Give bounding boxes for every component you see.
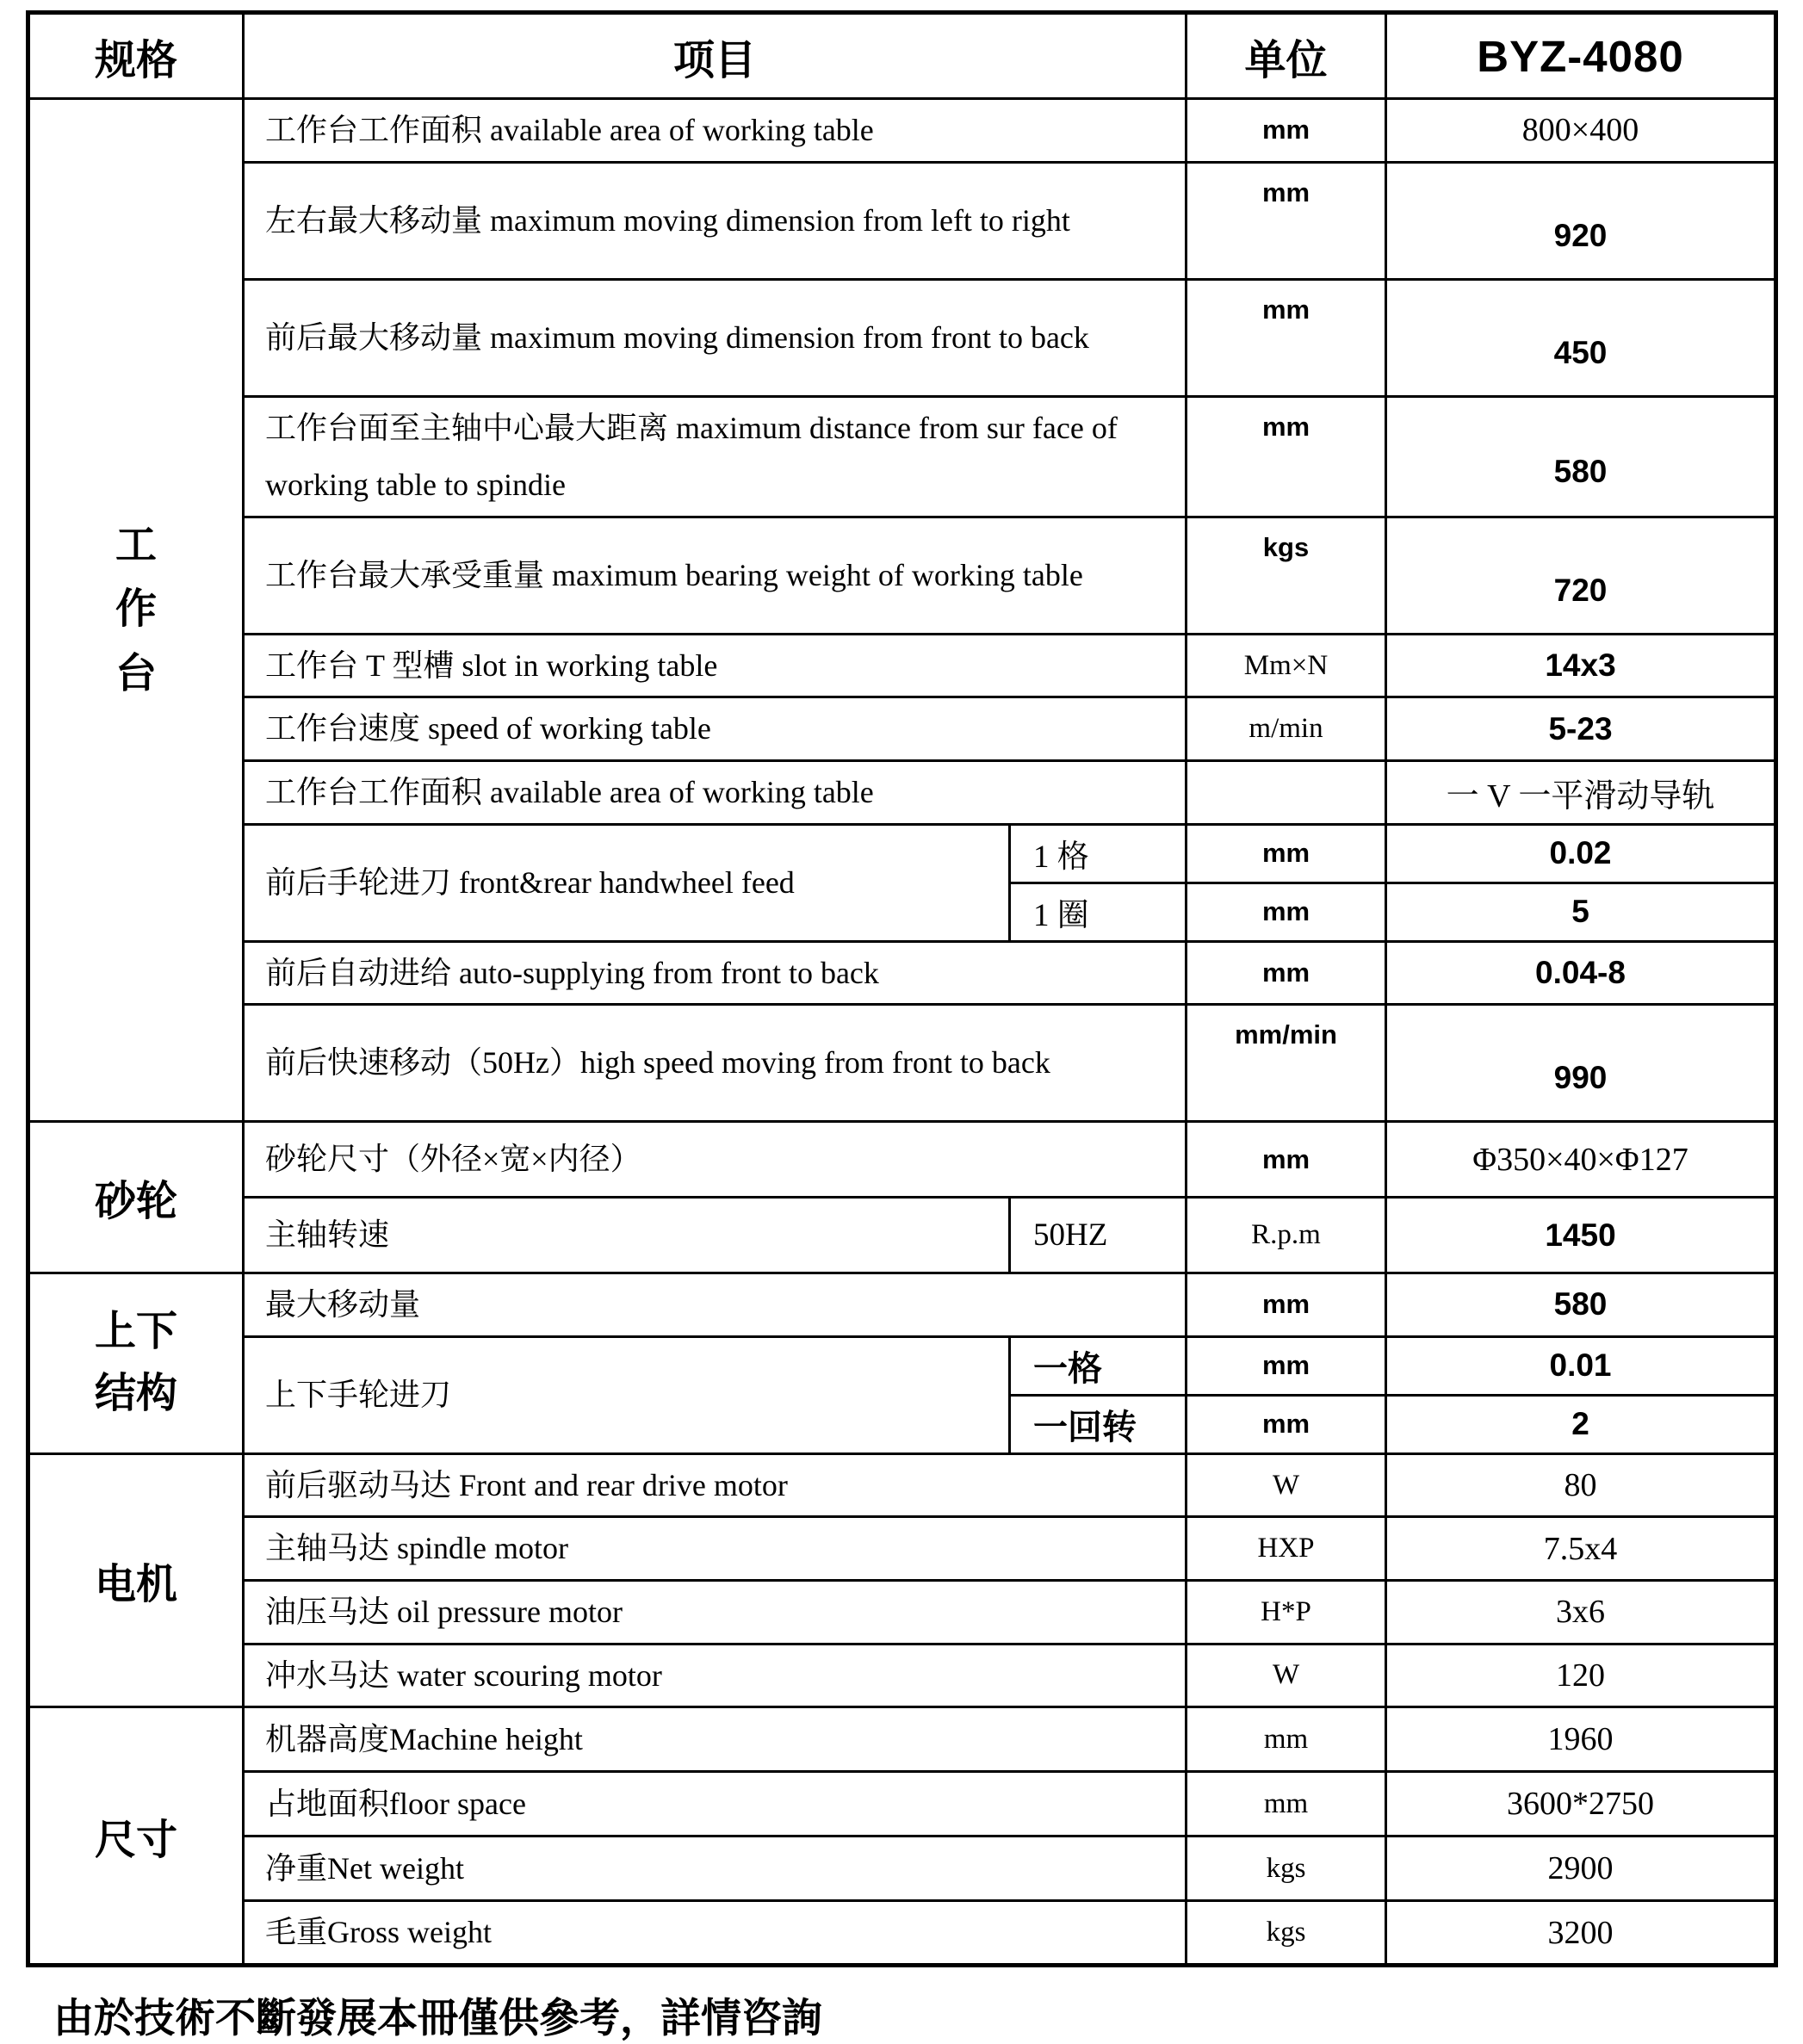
value-cell: 5-23 [1386,697,1776,761]
value-cell: 580 [1386,396,1776,517]
unit-cell: mm [1187,396,1386,517]
section-label-grinding-wheel [28,1122,244,1273]
unit-cell [1187,760,1386,824]
item-cell: 前后快速移动（50Hz）high speed moving from front to back [244,1005,1187,1122]
table-row [28,1837,1776,1901]
table-row [28,1901,1776,1966]
value-cell: 1450 [1386,1198,1776,1273]
table-row [28,1453,1776,1517]
unit-cell: R.p.m [1187,1198,1386,1273]
value-cell: 450 [1386,279,1776,396]
item-cell: 前后自动进给 auto-supplying from front to back [244,941,1187,1005]
section-label-text: 电机 [94,1561,177,1607]
unit-cell: mm [1187,162,1386,279]
value-cell: 800×400 [1386,99,1776,163]
section-label-text: 上下结构 [94,1309,177,1417]
unit-cell: W [1187,1453,1386,1517]
table-row [28,279,1776,396]
table-row [28,634,1776,697]
unit-cell: kgs [1187,1901,1386,1966]
value-cell: 0.04-8 [1386,941,1776,1005]
section-label-text: 砂轮 [94,1179,177,1225]
unit-cell: mm [1187,941,1386,1005]
item-cell: 砂轮尺寸（外径×宽×内径） [244,1122,1187,1198]
item-cell: 工作台最大承受重量 maximum bearing weight of working table [244,517,1187,634]
unit-cell: mm [1187,99,1386,163]
item-cell: 工作台面至主轴中心最大距离 maximum distance from sur face of working table to spindie [244,396,1187,517]
sub-item-cell: 50HZ [1010,1198,1187,1273]
value-cell: 1960 [1386,1707,1776,1772]
item-cell: 主轴马达 spindle motor [244,1517,1187,1581]
unit-cell: mm [1187,1336,1386,1395]
item-cell: 工作台工作面积 available area of working table [244,760,1187,824]
table-row [28,396,1776,517]
table-row [28,1644,1776,1707]
unit-cell: mm [1187,1772,1386,1837]
value-cell: 5 [1386,883,1776,941]
unit-cell: kgs [1187,517,1386,634]
item-cell: 占地面积floor space [244,1772,1187,1837]
value-cell: 3200 [1386,1901,1776,1966]
table-row [28,1707,1776,1772]
table-row [28,941,1776,1005]
value-cell: 720 [1386,517,1776,634]
item-cell: 前后最大移动量 maximum moving dimension from front to back [244,279,1187,396]
sub-item-cell: 一格 [1010,1336,1187,1395]
unit-cell: W [1187,1644,1386,1707]
footer-note: 由於技術不斷發展本冊僅供參考，詳情咨詢 [53,1995,822,2041]
unit-cell: mm [1187,1273,1386,1337]
value-cell: 3600*2750 [1386,1772,1776,1837]
unit-cell: mm [1187,279,1386,396]
value-cell: 920 [1386,162,1776,279]
table-row [28,99,1776,163]
table-row [28,1005,1776,1122]
item-cell: 最大移动量 [244,1273,1187,1337]
item-cell: 工作台 T 型槽 slot in working table [244,634,1187,697]
section-label-vertical-structure [28,1273,244,1454]
item-cell: 工作台工作面积 available area of working table [244,99,1187,163]
value-cell: 0.01 [1386,1336,1776,1395]
header-unit: 单位 [1187,13,1386,99]
value-cell: 一 V 一平滑动导轨 [1386,760,1776,824]
table-row [28,1336,1776,1395]
table-row [28,1122,1776,1198]
table-row [28,697,1776,761]
value-cell: 0.02 [1386,824,1776,883]
header-spec: 规格 [28,13,244,99]
section-label-text: 尺寸 [94,1817,177,1863]
unit-cell: mm/min [1187,1005,1386,1122]
table-row [28,1772,1776,1837]
value-cell: 2 [1386,1395,1776,1453]
item-cell: 前后驱动马达 Front and rear drive motor [244,1453,1187,1517]
value-cell: 80 [1386,1453,1776,1517]
unit-cell: mm [1187,1122,1386,1198]
item-cell: 前后手轮进刀 front&rear handwheel feed [244,824,1010,941]
unit-cell: mm [1187,1395,1386,1453]
value-cell: 3x6 [1386,1580,1776,1644]
value-cell: 7.5x4 [1386,1517,1776,1581]
item-cell: 冲水马达 water scouring motor [244,1644,1187,1707]
table-row [28,760,1776,824]
section-label-text: 工作台 [115,522,157,697]
sub-item-cell: 1 格 [1010,824,1187,883]
item-cell: 油压马达 oil pressure motor [244,1580,1187,1644]
item-cell: 工作台速度 speed of working table [244,697,1187,761]
unit-cell: HXP [1187,1517,1386,1581]
table-row [28,1517,1776,1581]
unit-cell: m/min [1187,697,1386,761]
item-cell: 净重Net weight [244,1837,1187,1901]
unit-cell: mm [1187,824,1386,883]
section-label-dimensions [28,1707,244,1966]
unit-cell: mm [1187,883,1386,941]
sub-item-cell: 一回转 [1010,1395,1187,1453]
value-cell: 120 [1386,1644,1776,1707]
item-cell: 上下手轮进刀 [244,1336,1010,1453]
unit-cell: mm [1187,1707,1386,1772]
section-label-worktable [28,99,244,1122]
table-row [28,162,1776,279]
table-row [28,1580,1776,1644]
table-row [28,1198,1776,1273]
section-label-motor [28,1453,244,1706]
unit-cell: H*P [1187,1580,1386,1644]
table-row [28,517,1776,634]
value-cell: 2900 [1386,1837,1776,1901]
header-row [28,13,1776,99]
header-item: 项目 [244,13,1187,99]
unit-cell: kgs [1187,1837,1386,1901]
item-cell: 主轴转速 [244,1198,1010,1273]
table-row [28,824,1776,883]
sub-item-cell: 1 圈 [1010,883,1187,941]
unit-cell: Mm×N [1187,634,1386,697]
value-cell: 14x3 [1386,634,1776,697]
value-cell: 580 [1386,1273,1776,1337]
item-cell: 毛重Gross weight [244,1901,1187,1966]
item-cell: 左右最大移动量 maximum moving dimension from left to right [244,162,1187,279]
item-cell: 机器高度Machine height [244,1707,1187,1772]
value-cell: Φ350×40×Φ127 [1386,1122,1776,1198]
value-cell: 990 [1386,1005,1776,1122]
table-row [28,1273,1776,1337]
spec-table [26,10,1778,1967]
header-model: BYZ-4080 [1386,13,1776,99]
